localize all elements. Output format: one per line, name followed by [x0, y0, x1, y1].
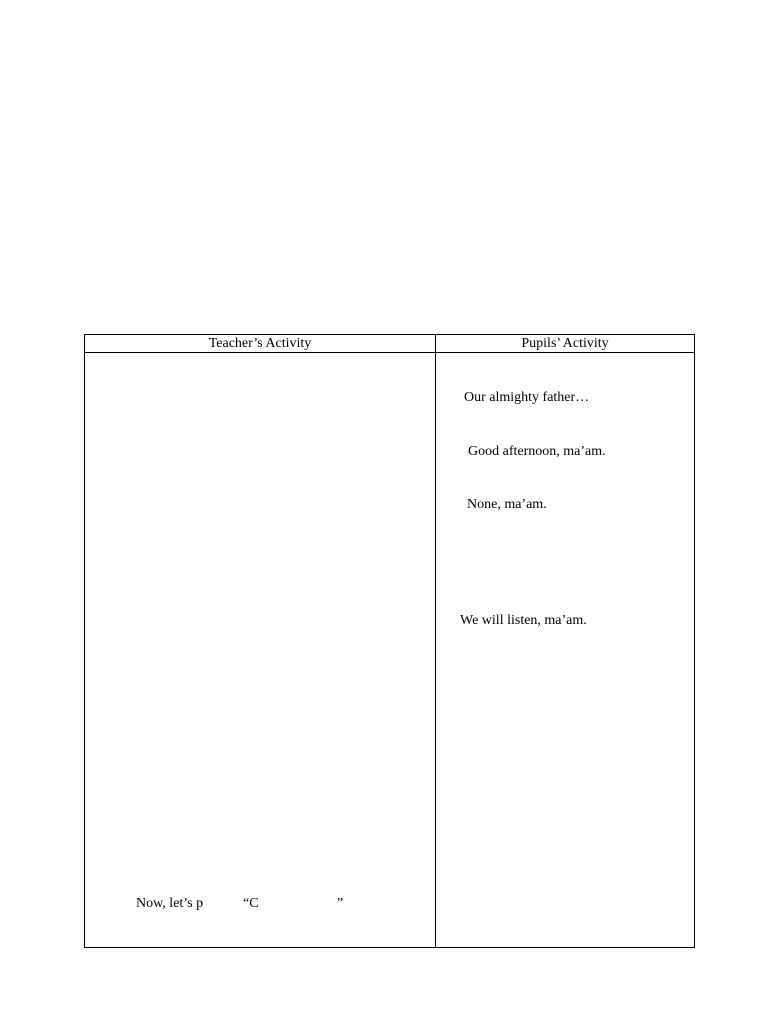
activity-table — [84, 334, 695, 948]
teacher-text-segment: ” — [337, 896, 344, 911]
header-pupils-activity: Pupils’ Activity — [521, 336, 609, 351]
pupil-response: We will listen, ma’am. — [460, 613, 587, 628]
table-header-row — [85, 335, 694, 353]
teacher-text-segment: “C — [243, 896, 259, 911]
pupil-response: Our almighty father… — [464, 390, 590, 405]
pupil-response: None, ma’am. — [467, 497, 547, 512]
header-teachers-activity: Teacher’s Activity — [208, 336, 312, 351]
pupil-response: Good afternoon, ma’am. — [468, 444, 606, 459]
teacher-text-segment: Now, let’s p — [136, 896, 204, 911]
column-divider — [435, 335, 436, 947]
